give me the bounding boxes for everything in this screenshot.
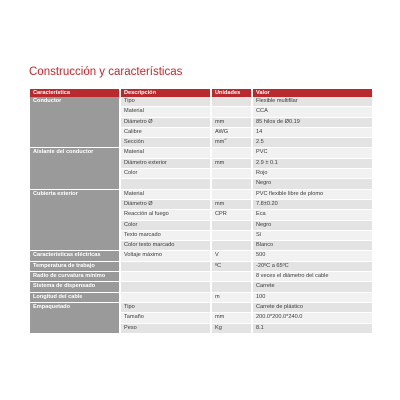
header-description: Descripción	[120, 89, 211, 97]
unit-cell	[211, 148, 252, 158]
description-cell: Color texto marcado	[120, 241, 211, 251]
header-characteristic: Característica	[30, 89, 120, 97]
value-cell: Flexible multifilar	[252, 97, 372, 107]
value-cell: Carrete de plástico	[252, 302, 372, 312]
description-cell: Color	[120, 220, 211, 230]
value-cell: Rojo	[252, 169, 372, 179]
value-cell: Eca	[252, 210, 372, 220]
header-value: Valor	[252, 89, 372, 97]
value-cell: 500	[252, 251, 372, 261]
unit-cell: $mm^2$	[211, 138, 252, 148]
table-row	[30, 189, 372, 199]
characteristic-cell: Características eléctricas	[30, 251, 120, 261]
characteristic-cell: Temperatura de trabajo	[30, 261, 120, 271]
value-cell: 14	[252, 127, 372, 137]
table-row	[30, 251, 372, 261]
unit-cell	[211, 97, 252, 107]
value-cell: 7.8±0.20	[252, 199, 372, 209]
unit-cell	[211, 272, 252, 282]
value-cell: 8 veces el diámetro del cable	[252, 272, 372, 282]
value-cell: 2.5	[252, 138, 372, 148]
table-row	[30, 292, 372, 302]
value-cell: Blanco	[252, 241, 372, 251]
description-cell: Sección	[120, 138, 211, 148]
description-cell: Diámetro Ø	[120, 199, 211, 209]
value-cell: Sí	[252, 230, 372, 240]
unit-cell: Kg	[211, 323, 252, 333]
unit-cell	[211, 230, 252, 240]
value-cell: Carrete	[252, 282, 372, 292]
characteristic-cell: Radio de curvatura mínimo	[30, 272, 120, 282]
value-cell: PVC flexible libre de plomo	[252, 189, 372, 199]
value-cell: 200.0*200.0*240.0	[252, 313, 372, 323]
characteristic-cell: Cubierta exterior	[30, 189, 120, 251]
description-cell: Tamaño	[120, 313, 211, 323]
unit-cell: ºC	[211, 261, 252, 271]
value-cell: 8.1	[252, 323, 372, 333]
section-title: Construcción y características	[29, 66, 183, 78]
description-cell: Peso	[120, 323, 211, 333]
table-row	[30, 302, 372, 312]
value-cell: 85 hilos de Ø0.19	[252, 117, 372, 127]
unit-cell: mm	[211, 313, 252, 323]
description-cell	[120, 282, 211, 292]
description-cell	[120, 292, 211, 302]
value-cell: Negro	[252, 220, 372, 230]
table-row	[30, 272, 372, 282]
description-cell: Tipo	[120, 97, 211, 107]
description-cell: Material	[120, 148, 211, 158]
unit-cell: mm	[211, 158, 252, 168]
characteristic-cell: Aislante del conductor	[30, 148, 120, 189]
value-cell: CCA	[252, 107, 372, 117]
description-cell	[120, 179, 211, 189]
description-cell: Color	[120, 169, 211, 179]
unit-cell: m	[211, 292, 252, 302]
specifications-table	[30, 89, 372, 334]
unit-cell: mm	[211, 117, 252, 127]
unit-cell	[211, 189, 252, 199]
description-cell: Reacción al fuego	[120, 210, 211, 220]
characteristic-cell: Empaquetado	[30, 302, 120, 333]
unit-cell: AWG	[211, 127, 252, 137]
description-cell	[120, 272, 211, 282]
unit-cell	[211, 241, 252, 251]
value-cell: 2.9 ± 0.1	[252, 158, 372, 168]
description-cell: Material	[120, 107, 211, 117]
description-cell: Texto marcado	[120, 230, 211, 240]
unit-cell	[211, 169, 252, 179]
characteristic-cell: Longitud del cable	[30, 292, 120, 302]
table-row	[30, 282, 372, 292]
table-row	[30, 97, 372, 107]
unit-cell: V	[211, 251, 252, 261]
description-cell: Voltaje máximo	[120, 251, 211, 261]
unit-cell	[211, 282, 252, 292]
table-row	[30, 148, 372, 158]
value-cell: PVC	[252, 148, 372, 158]
description-cell: Material	[120, 189, 211, 199]
value-cell: 100	[252, 292, 372, 302]
unit-cell: CPR	[211, 210, 252, 220]
description-cell: Diámetro exterior	[120, 158, 211, 168]
description-cell: Diámetro Ø	[120, 117, 211, 127]
value-cell: Negro	[252, 179, 372, 189]
unit-cell	[211, 302, 252, 312]
header-units: Unidades	[211, 89, 252, 97]
unit-cell	[211, 179, 252, 189]
characteristic-cell: Sistema de dispensado	[30, 282, 120, 292]
unit-cell	[211, 107, 252, 117]
unit-cell	[211, 220, 252, 230]
description-cell	[120, 261, 211, 271]
characteristic-cell: Conductor	[30, 97, 120, 148]
description-cell: Tipo	[120, 302, 211, 312]
description-cell: Calibre	[120, 127, 211, 137]
table-header-row	[30, 89, 372, 97]
value-cell: -20ºC a 65ºC	[252, 261, 372, 271]
unit-cell: mm	[211, 199, 252, 209]
table-body	[30, 97, 372, 333]
table-row	[30, 261, 372, 271]
